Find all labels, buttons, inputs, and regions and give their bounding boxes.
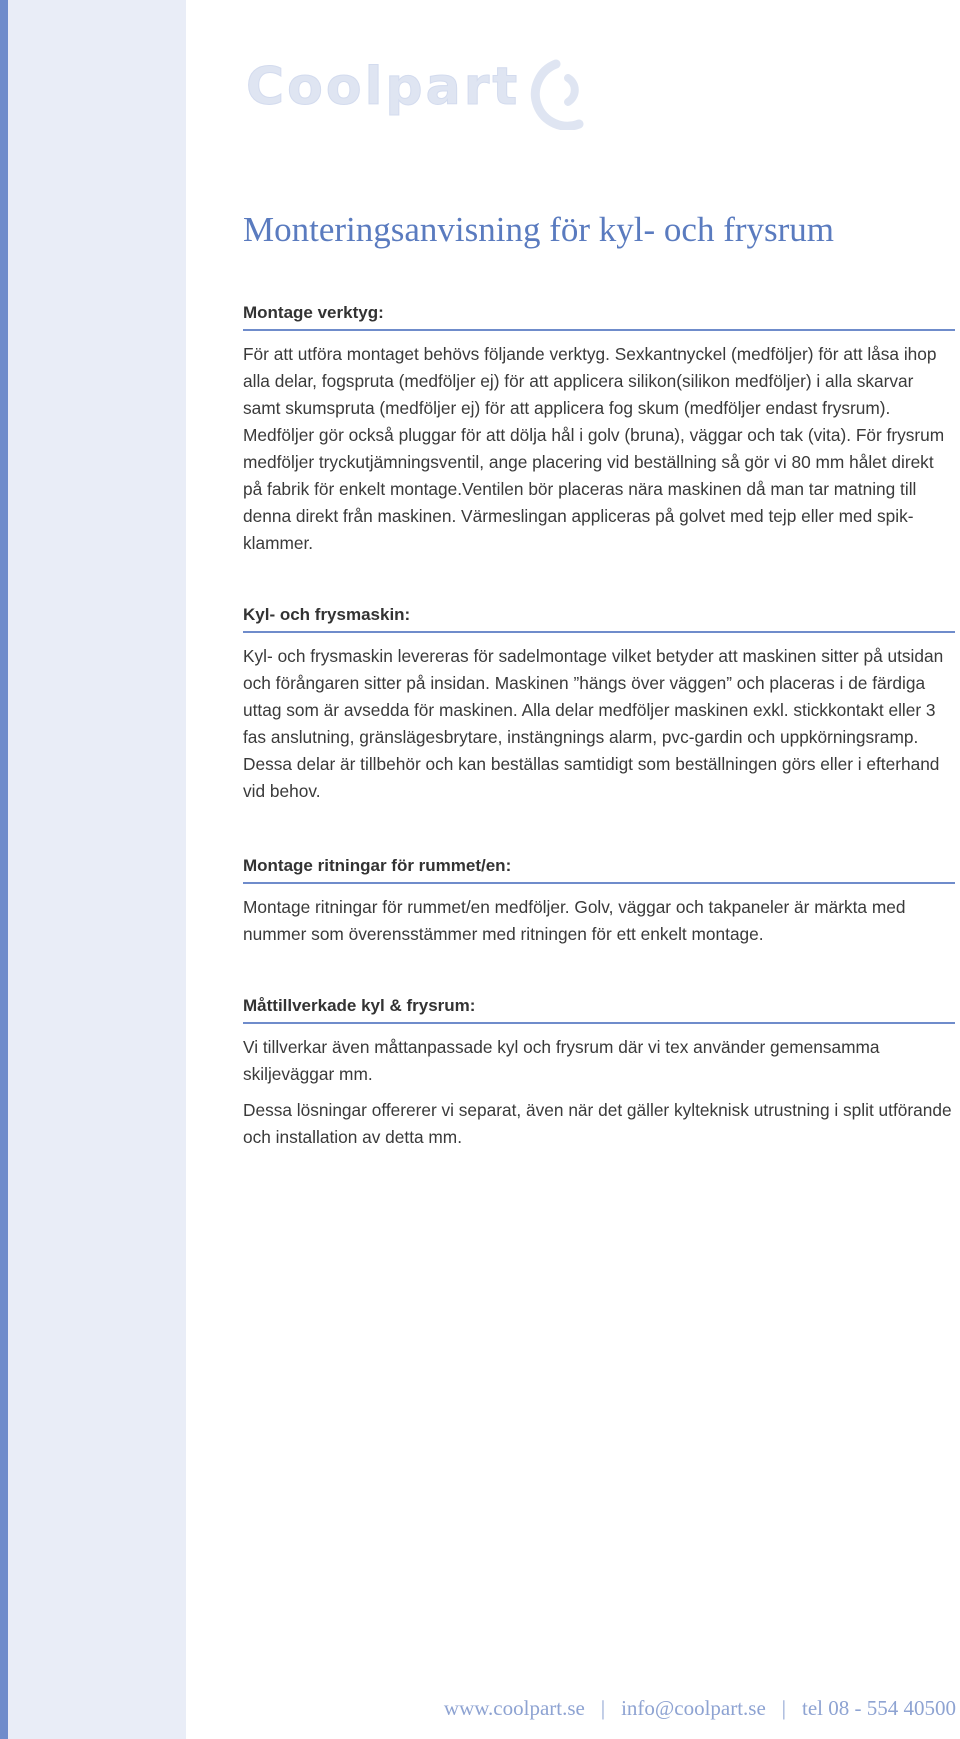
section-paragraph: Montage ritningar för rummet/en medföljer. Golv, väggar och takpaneler är märkta med nummer som överensstämmer med ritningen för ett enkelt montage. (243, 897, 906, 944)
logo-inner-arc-icon (568, 78, 575, 102)
footer-separator: | (600, 1696, 606, 1720)
footer-contact (444, 1696, 956, 1721)
section-montage-ritningar (243, 855, 955, 948)
footer-phone: tel 08 - 554 40500 (802, 1696, 956, 1720)
footer-separator: | (781, 1696, 787, 1720)
section-kyl-och-frysmaskin (243, 604, 955, 805)
section-paragraph: Kyl- och frysmaskin levereras för sadelmontage vilket betyder att maskinen sitter på utsidan och förångaren sitter på insidan. Maskinen ”hängs över väggen” och placeras i de färdiga uttag som är avsedda för maskinen. Alla delar medföljer maskinen exkl. stickkontakt eller 3 fas anslutning, gränslägesbrytare, instängnings alarm, pvc-gardin och uppkörningsramp. Dessa delar är tillbehör och kan beställas samtidigt som beställningen görs eller i efterhand vid behov. (243, 646, 944, 801)
sidebar-accent-stripe (0, 0, 8, 1739)
coolpart-logo-graphic (246, 58, 591, 130)
section-heading: Måttillverkade kyl & frysrum: (243, 995, 955, 1024)
coolpart-logo (246, 58, 591, 130)
sidebar-panel (8, 0, 186, 1739)
page-title: Monteringsanvisning för kyl- och frysrum (243, 210, 835, 249)
footer-website-link[interactable]: www.coolpart.se (443, 1696, 585, 1720)
section-paragraph: Vi tillverkar även måttanpassade kyl och frysrum där vi tex använder gemensamma skiljeväggar mm. (243, 1037, 880, 1084)
section-heading: Kyl- och frysmaskin: (243, 604, 955, 633)
section-heading: Montage verktyg: (243, 302, 955, 331)
section-heading: Montage ritningar för rummet/en: (243, 855, 955, 884)
section-montage-verktyg (243, 302, 955, 557)
logo-wordmark: Coolpart (246, 58, 521, 117)
footer-email-link[interactable]: info@coolpart.se (621, 1696, 766, 1720)
section-paragraph: Dessa lösningar offererer vi separat, även när det gäller kylteknisk utrustning i split utförande och installation av detta mm. (243, 1100, 952, 1147)
section-paragraph: För att utföra montaget behövs följande verktyg. Sexkantnyckel (medföljer) för att låsa ihop alla delar, fogspruta (medföljer ej) för att applicera silikon(silikon medföljer) i alla skarvar samt skumspruta (medföljer ej) för att applicera fog skum (medföljer endast frysrum). Medföljer gör också pluggar för att dölja hål i golv (bruna), väggar och tak (vita). För frysrum medföljer tryckutjämningsventil, ange placering vid beställning så gör vi 80 mm hålet direkt på fabrik för enkelt montage.Ventilen bör placeras nära maskinen då man tar matning till denna direkt från maskinen. Värmeslingan appliceras på golvet med tejp eller med spik-klammer. (243, 344, 945, 553)
section-mattillverkade (243, 995, 955, 1151)
